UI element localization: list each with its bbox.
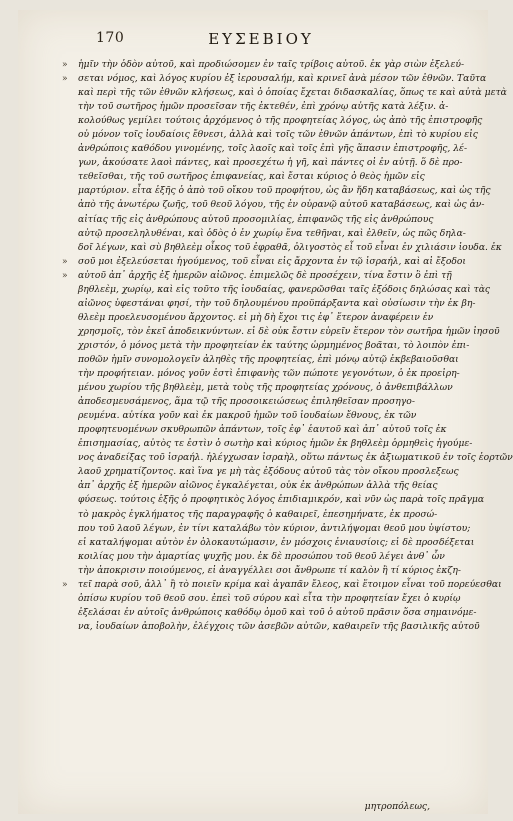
text-line: που τοῦ λαοῦ λέγων, ἐν τίνι καταλάβω τὸν κύριον, ἀντιλήψομαι θεοῦ μου ὑψίστου; <box>78 522 471 534</box>
text-line: νος ἀναδείξας τοῦ ἰσραήλ. ἠλέγχωσαν ἰσραὴλ, οὕτω πάντως ἐκ ἀξιωματικοῦ ἐν τοῖς ἑορτῶν <box>78 452 513 464</box>
text-line: τεθεῖσθαι, τῆς τοῦ σωτῆρος ἐπιφανείας, καὶ ἔσται κύριος ὁ θεὸς ἡμῶν εἰς <box>78 171 425 183</box>
text-line: ἀπὸ τῆς ἀνωτέρω ζωῆς, τοῦ θεοῦ λόγου, τῆς ἐν οὐρανῷ αὐτοῦ καταβάσεως, καὶ ὡς ἀν- <box>78 199 485 211</box>
text-line: τὴν προφήτειαν. μόνος γοῦν ἐστὶ ἐπιφανὴς τῶν πώποτε γεγονότων, ὁ ἐκ προεἰρη- <box>78 368 460 380</box>
text-line: ὁπίσω κυρίου τοῦ θεοῦ σου. ἐπεὶ τοῦ σύρου καὶ εἶτα τὴν προφητείαν ἔχει ὁ κυρίῳ <box>78 592 461 604</box>
text-line: » ἡμῖν τὴν ὁδὸν αὐτοῦ, καὶ προδιώσομεν ἐν ταῖς τρίβοις αὐτοῦ. ἐκ γὰρ σιὼν ἐξελεύ- <box>78 58 438 72</box>
text-line: γων, ἀκούσατε λαοὶ πάντες, καὶ προσεχέτω ἡ γῆ, καὶ πάντες οἱ ἐν αὐτῇ. ὅ δὲ προ- <box>78 157 463 169</box>
text-line: » αὐτοῦ ἀπ᾽ ἀρχῆς ἐξ ἡμερῶν αἰῶνος. ἐπιμελῶς δὲ προσέχειν, τίνα ἔστιν ὃ ἐπὶ τῇ <box>78 269 438 283</box>
page-number: 170 <box>96 30 125 46</box>
text-line: τὴν τοῦ σωτῆρος ἡμῶν προσεῖσαν τῆς ἐκτεθέν, ἐπὶ χρόνῳ αὐτῆς κατὰ λέξιν. ἀ- <box>78 101 449 113</box>
text-line: προφητευομένων σκυθρωπῶν ἁπάντων, τοῖς ἐφ᾽ ἑαυτοῦ καὶ ἀπ᾽ αὐτοῦ τοῖς ἐκ <box>78 424 447 436</box>
text-line: αἰτίας τῆς εἰς ἀνθρώπους αὐτοῦ προσομιλίας, ἐπιφανῶς τῆς εἰς ἀνθρώπους <box>78 213 434 225</box>
text-line: οὐ μόνον τοῖς ἰουδαίοις ἔθνεσι, ἀλλὰ καὶ τοῖς τῶν ἐθνῶν ἁπάντων, ἐπὶ τὸ κυρίου εἰς <box>78 129 478 141</box>
text-line: ἀποδεσμευσάμενος, ἅμα τῷ τῆς προσοικειώσεως ἐπιληθεῖσαν προσηγο- <box>78 396 415 408</box>
catchword: μητροπόλεως, <box>364 801 430 812</box>
text-line: ἀνθρώποις καθόδου γινομένης, τοῖς λαοῖς καὶ τοῖς ἐπὶ γῆς ἅπασιν ἐπιστροφῆς, λέ- <box>78 143 468 155</box>
text-line: καὶ περὶ τῆς τῶν ἐθνῶν κλήσεως, καὶ ὁ ὁποίας ἔχεται διδασκαλίας, ὅπως τε καὶ αὐτὰ μετὰ <box>78 87 507 99</box>
page-header <box>96 30 426 52</box>
text-line: εἰ καταλήψομαι αὐτὸν ἐν ὁλοκαυτώμασιν, ἐν μόσχοις ἐνιαυσίοις; εἰ δὲ προσδέξεται <box>78 536 475 548</box>
text-line: αὐτῷ προσεληλυθέναι, καὶ ὁδὸς ὁ ἐν χωρίῳ ἕνα τεθῆναι, καὶ ἐλθεῖν, ὡς πῶς δηλα- <box>78 227 466 239</box>
text-line: κολούθως γεμίλει τούτοις ἀρχόμενος ὁ τῆς προφητείας λόγος, ὡς ἀπὸ τῆς ἐπιστροφῆς <box>78 115 483 127</box>
text-line: λαοῦ χρηματίζοντος. καὶ ἵνα γε μὴ τὰς ἐξόδους αὐτοῦ τὰς τὸν οἴκου προσλεξεως <box>78 466 459 478</box>
text-line: ἐξελάσαι ἐν αὐτοῖς ἀνθρώποις καθόδῳ ὁμοῦ καὶ τοῦ ὁ αὐτοῦ πρᾶσιν ὅσα σημαινόμε- <box>78 606 477 618</box>
text-line: αἰῶνος ὑφεστάναι φησί, τὴν τοῦ δηλουμένου προϋπάρξαντα καὶ οὐσίωσιν τὴν ἐκ βη- <box>78 297 476 309</box>
text-line: χρησμοῖς, τὸν ἐκεῖ ἀποδεικνύντων. εἰ δὲ οὐκ ἔστιν εὑρεῖν ἕτερον τὸν σωτῆρα ἡμῶν ἰησοῦ <box>78 325 500 337</box>
book-page <box>18 10 513 814</box>
text-line: ἐπισημασίας, αὐτὸς τε ἐστὶν ὁ σωτὴρ καὶ κύριος ἡμῶν ἐκ βηθλεὲμ ὁρμηθεὶς ἡγούμε- <box>78 438 473 450</box>
text-line: φύσεως. τούτοις ἑξῆς ὁ προφητικὸς λόγος ἐπιδιαμικρόν, καὶ νῦν ὡς παρὰ τοῖς πρᾶγμα <box>78 494 485 506</box>
body-text <box>78 58 513 634</box>
text-line: ρευμένα. αὐτίκα γοῦν καὶ ἐκ μακροῦ ἡμῶν τοῦ ἰουδαίων ἔθνους, ἐκ τῶν <box>78 410 417 422</box>
text-line: ἀπ᾽ ἀρχῆς ἐξ ἡμερῶν αἰῶνος ἐγκαλέγεται, οὐκ ἐκ ἀνθρώπων ἀλλὰ τῆς θείας <box>78 480 438 492</box>
text-line: » σοῦ μοι ἐξελεύσεται ἡγούμενος, τοῦ εἶναι εἰς ἄρχοντα ἐν τῷ ἰσραήλ, καὶ αἱ ἔξοδοι <box>78 255 438 269</box>
text-line: τὴν ἀποκρισιν ποιούμενος, εἰ ἀναγγέλλει σοι ἄνθρωπε τί καλὸν ἢ τί κύριος ἐκζη- <box>78 564 461 576</box>
text-line: » τεῖ παρὰ σοῦ, ἀλλ᾽ ἢ τὸ ποιεῖν κρίμα καὶ ἀγαπᾶν ἔλεος, καὶ ἕτοιμον εἶναι τοῦ πορεύεσθαι <box>78 578 438 592</box>
text-line: δοῖ λέγων, καὶ σὺ βηθλεὲμ οἶκος τοῦ ἐφραθᾶ, ὀλιγοστὸς εἶ τοῦ εἶναι ἐν χιλιάσιν ἰουδα. ἐκ <box>78 241 502 253</box>
text-line: τὸ μακρὸς ἐγκλήματος τῆς παραγραφῆς ὁ καθαιρεῖ, ἐπεσημήνατε, ἐκ προσώ- <box>78 508 438 520</box>
text-line: ποθῶν ἡμῖν συνομολογεῖν ἀληθὲς τῆς προφητείας, ἐπὶ μόνῳ αὐτῷ ἐκβεβαιοῦσθαι <box>78 353 459 365</box>
text-line: να, ἰουδαίων ἀποβολὴν, ἐλέγχοις τῶν ἀσεβῶν αὐτῶν, καθαιρεῖν τῆς βασιλικῆς αὐτοῦ <box>78 620 480 632</box>
text-line: βηθλεὲμ, χωρίῳ, καὶ εἰς τοῦτο τῆς ἰουδαίας, φανερῶσθαι ταῖς ἐξόδοις δηλώσας καὶ τὰς <box>78 283 491 295</box>
text-line: κοιλίας μου τὴν ἀμαρτίας ψυχῆς μου. ἐκ δὲ προσώπου τοῦ θεοῦ λέγει ἀνθ᾽ ὧν <box>78 550 445 562</box>
text-line: μαρτύριον. εἶτα ἑξῆς ὁ ἀπὸ τοῦ οἴκου τοῦ προφήτου, ὡς ἂν ἤδη καταβάσεως, καὶ ὡς τῆς <box>78 185 491 197</box>
text-line: » σεται νόμος, καὶ λόγος κυρίου ἐξ ἱερουσαλήμ, καὶ κρινεῖ ἀνὰ μέσον τῶν ἐθνῶν. Ταῦτα <box>78 72 438 86</box>
text-line: θλεὲμ προελευσομένου ἄρχοντος. εἰ μὴ δὴ ἔχοι τις ἐφ᾽ ἕτερον ἀναφέρειν ἐν <box>78 311 434 323</box>
running-head: ΕΥΣΕΒΙΟΥ <box>208 30 314 48</box>
text-line: μένου χωρίου τῆς βηθλεὲμ, μετὰ τοὺς τῆς προφητείας χρόνους, ὁ ἀνθεπιβάλλων <box>78 382 453 394</box>
text-line: χριστόν, ὁ μόνος μετὰ τὴν προφητείαν ἐκ ταύτης ὡρμημένος βοᾶται, τὸ λοιπὸν ἐπι- <box>78 339 470 351</box>
